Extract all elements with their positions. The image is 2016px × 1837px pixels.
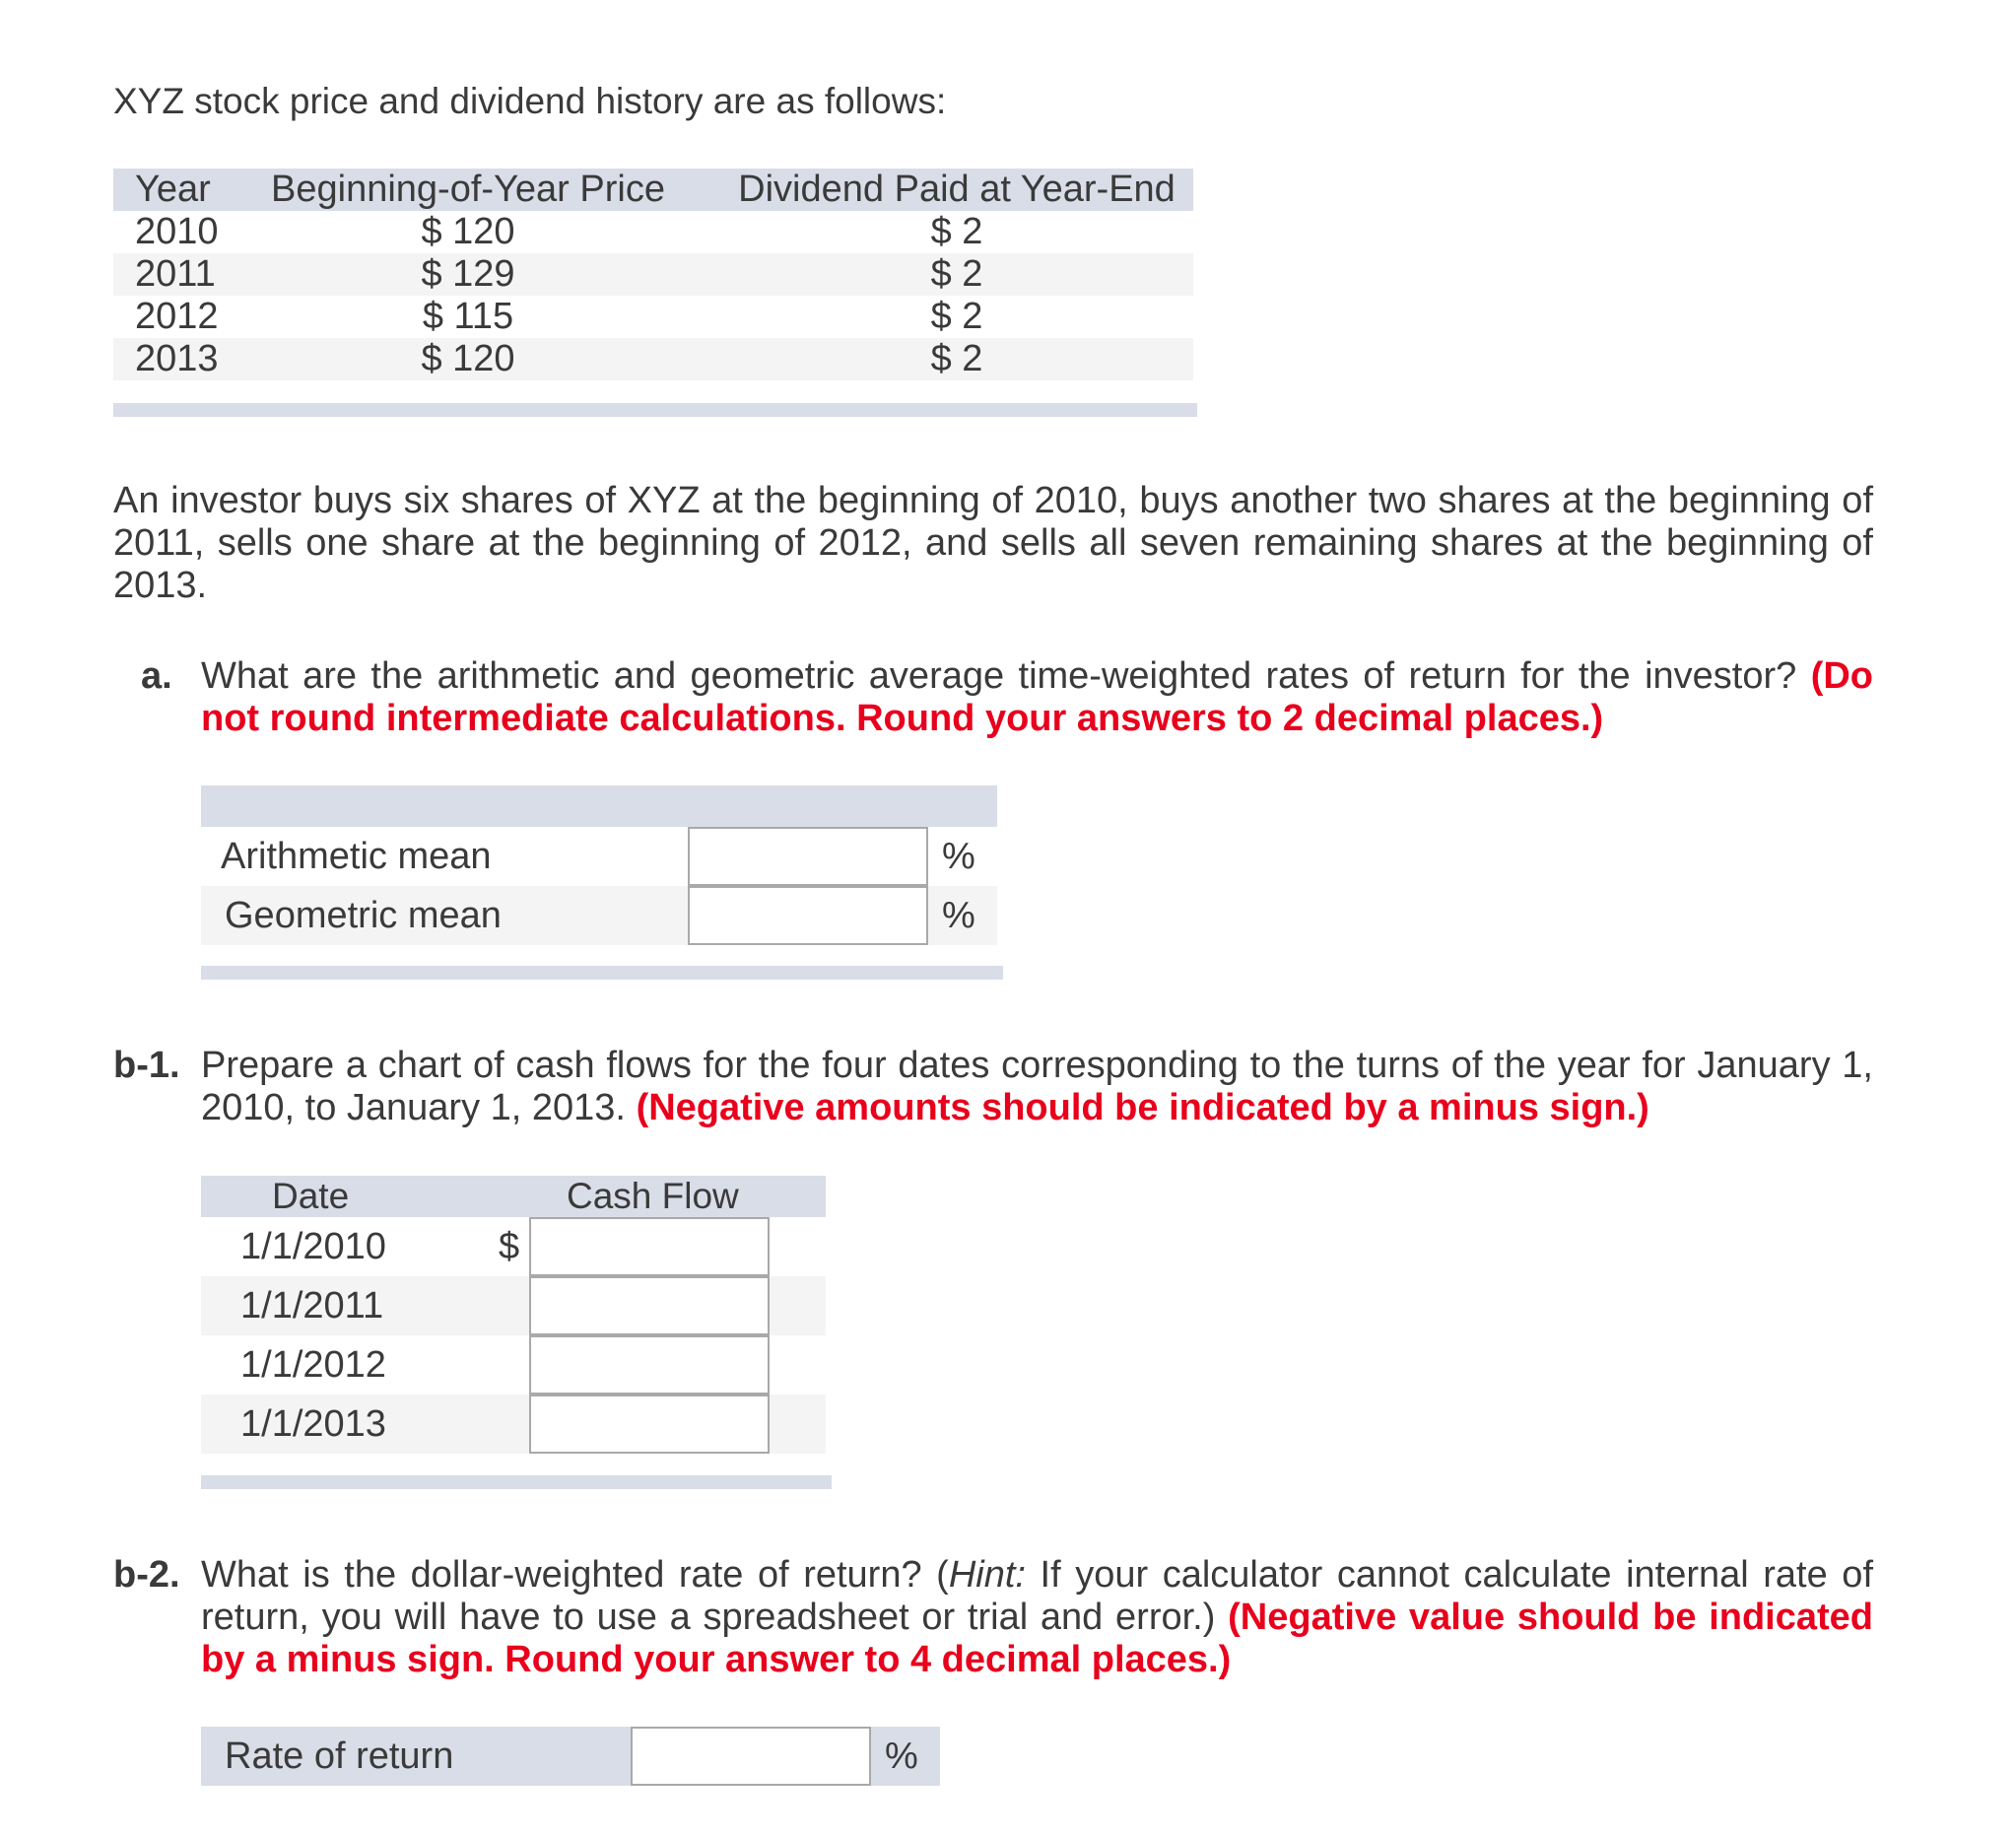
table-row — [113, 338, 1193, 380]
answer-table-footer-bar — [201, 966, 1003, 980]
dollar-sign: $ — [499, 1226, 520, 1267]
table-row — [113, 211, 1193, 253]
price-cell: $ 129 — [421, 253, 515, 295]
price-cell: $ 120 — [421, 338, 515, 379]
part-a-label: a. — [141, 655, 172, 697]
part-b2-label: b-2. — [113, 1554, 180, 1596]
part-a-answer-table — [201, 785, 997, 983]
header-price: Beginning-of-Year Price — [271, 169, 665, 210]
part-b2-question-pre: What is the dollar-weighted rate of return? ( — [201, 1554, 949, 1596]
rate-of-return-row — [201, 1727, 940, 1786]
geometric-mean-label: Geometric mean — [225, 895, 502, 936]
table-row — [201, 1335, 826, 1395]
dividend-cell: $ 2 — [930, 338, 983, 379]
cash-flow-input-2013[interactable] — [529, 1395, 770, 1454]
geometric-mean-input[interactable] — [688, 886, 928, 945]
rate-of-return-input[interactable] — [631, 1727, 871, 1786]
arithmetic-mean-input[interactable] — [688, 827, 928, 886]
percent-unit: % — [942, 836, 975, 877]
date-cell: 1/1/2013 — [240, 1403, 386, 1445]
part-b1-label: b-1. — [113, 1045, 180, 1086]
price-cell: $ 120 — [421, 211, 515, 252]
arithmetic-mean-label: Arithmetic mean — [221, 836, 492, 877]
rate-of-return-label: Rate of return — [225, 1735, 454, 1777]
part-b2-question — [201, 1554, 1873, 1681]
dividend-cell: $ 2 — [930, 296, 983, 337]
cash-flow-footer-bar — [201, 1475, 832, 1489]
answer-table-header — [201, 785, 997, 827]
part-b2-instruction: (Negative value should be indicated by a minus sign. Round your answer to 4 decimal places.) — [201, 1597, 1874, 1680]
table-header-row — [113, 169, 1193, 211]
price-cell: $ 115 — [422, 296, 514, 337]
year-cell: 2013 — [135, 338, 219, 379]
year-cell: 2012 — [135, 296, 219, 337]
cash-flow-table — [201, 1176, 832, 1501]
dividend-cell: $ 2 — [930, 211, 983, 252]
header-dividend: Dividend Paid at Year-End — [738, 169, 1176, 210]
intro-text: XYZ stock price and dividend history are as follows: — [113, 81, 947, 121]
year-cell: 2010 — [135, 211, 219, 252]
part-a-instruction: (Do not round intermediate calculations. Round your answers to 2 decimal places.) — [201, 655, 1873, 739]
table-row — [113, 253, 1193, 296]
cash-flow-input-2011[interactable] — [529, 1276, 770, 1335]
header-year: Year — [135, 169, 211, 210]
header-date: Date — [272, 1176, 350, 1216]
geometric-mean-row — [201, 886, 997, 945]
date-cell: 1/1/2012 — [240, 1344, 386, 1386]
part-b2-hint-word: Hint: — [948, 1554, 1026, 1596]
table-row — [201, 1217, 826, 1276]
part-b2-question-post: If your calculator cannot calculate internal rate of return, you will have to use a spreadsheet or trial and error.) — [201, 1554, 1873, 1638]
table-row — [201, 1276, 826, 1335]
cash-flow-input-2012[interactable] — [529, 1335, 770, 1395]
scenario-paragraph: An investor buys six shares of XYZ at the beginning of 2010, buys another two shares at the beginning of 2011, sells one share at the beginning of 2012, and sells all seven remaining shares at the beginning of 2013. — [113, 480, 1873, 606]
date-cell: 1/1/2011 — [240, 1285, 384, 1327]
table-footer-bar — [113, 403, 1197, 417]
table-row — [201, 1395, 826, 1454]
table-row — [113, 296, 1193, 338]
part-b1-instruction: (Negative amounts should be indicated by a minus sign.) — [636, 1087, 1649, 1128]
percent-unit: % — [942, 895, 975, 936]
year-cell: 2011 — [135, 253, 216, 295]
part-a-question-text: What are the arithmetic and geometric average time-weighted rates of return for the investor? — [201, 655, 1797, 697]
header-cash-flow: Cash Flow — [567, 1176, 739, 1216]
part-a-question — [201, 655, 1873, 740]
part-b1-question — [201, 1045, 1873, 1129]
price-history-table — [113, 169, 1193, 380]
date-cell: 1/1/2010 — [240, 1226, 386, 1267]
cash-flow-input-2010[interactable] — [529, 1217, 770, 1276]
arithmetic-mean-row — [201, 827, 997, 886]
percent-unit: % — [885, 1735, 918, 1777]
part-b1-question-text: Prepare a chart of cash flows for the four dates corresponding to the turns of the year for January 1, 2010, to January 1, 2013. — [201, 1045, 1873, 1128]
cash-flow-header-row — [201, 1176, 826, 1217]
dividend-cell: $ 2 — [930, 253, 983, 295]
